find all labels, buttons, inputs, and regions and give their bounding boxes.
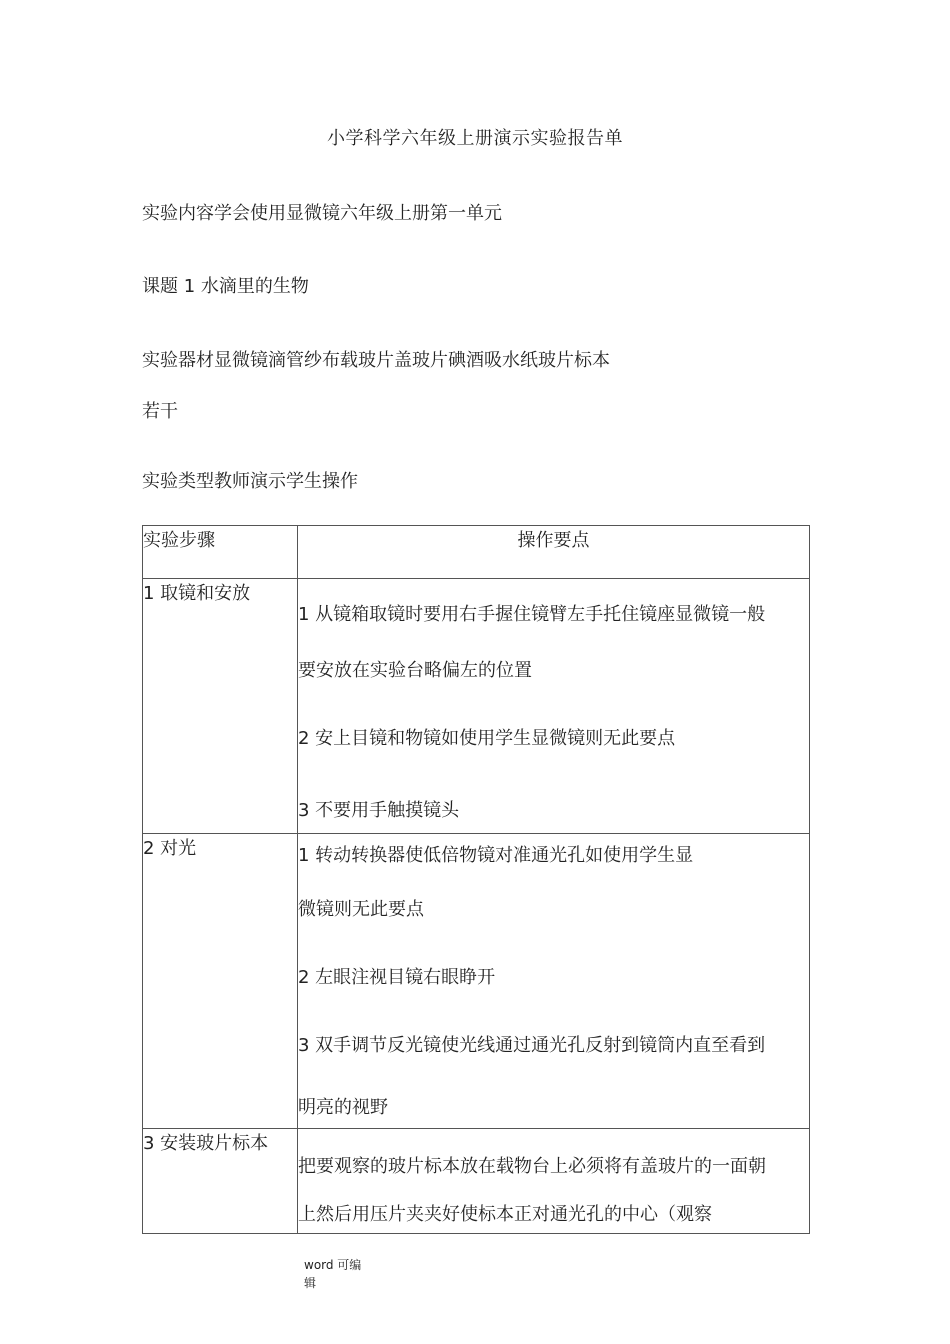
table-row — [143, 1129, 810, 1234]
footer-line-1: word 可编 — [304, 1258, 362, 1272]
point-line: 1 转动转换器使低倍物镜对准通光孔如使用学生显 — [298, 845, 694, 866]
point-line: 把要观察的玻片标本放在载物台上必须将有盖玻片的一面朝 — [298, 1156, 766, 1177]
point-line: 要安放在实验台略偏左的位置 — [298, 660, 532, 681]
points-cell — [298, 834, 810, 1129]
step-cell: 1 取镜和安放 — [143, 579, 298, 834]
content-line: 实验内容学会使用显微镜六年级上册第一单元 — [142, 203, 502, 224]
point-line: 3 双手调节反光镜使光线通过通光孔反射到镜筒内直至看到 — [298, 1035, 766, 1056]
type-line: 实验类型教师演示学生操作 — [142, 471, 358, 492]
points-cell — [298, 579, 810, 834]
point-line: 3 不要用手触摸镜头 — [298, 800, 460, 821]
point-line: 明亮的视野 — [298, 1097, 388, 1118]
points-cell — [298, 1129, 810, 1234]
point-line: 微镜则无此要点 — [298, 899, 424, 920]
header-step: 实验步骤 — [143, 526, 298, 579]
step-cell: 3 安装玻片标本 — [143, 1129, 298, 1234]
report-table — [142, 525, 810, 1234]
point-line: 2 左眼注视目镜右眼睁开 — [298, 967, 496, 988]
header-points: 操作要点 — [298, 526, 810, 579]
point-line: 1 从镜箱取镜时要用右手握住镜臂左手托住镜座显微镜一般 — [298, 604, 766, 625]
topic-line: 课题 1 水滴里的生物 — [142, 276, 309, 297]
footer-line-2: 辑 — [304, 1276, 317, 1290]
step-cell: 2 对光 — [143, 834, 298, 1129]
materials-line-2: 若干 — [142, 401, 178, 422]
report-title: 小学科学六年级上册演示实验报告单 — [327, 128, 623, 149]
point-line: 上然后用压片夹夹好使标本正对通光孔的中心（观察 — [298, 1204, 712, 1225]
table-header-row — [143, 526, 810, 579]
footer-note — [304, 1256, 361, 1292]
materials-line-1: 实验器材显微镜滴管纱布载玻片盖玻片碘酒吸水纸玻片标本 — [142, 350, 610, 371]
table-row — [143, 579, 810, 834]
table-row — [143, 834, 810, 1129]
point-line: 2 安上目镜和物镜如使用学生显微镜则无此要点 — [298, 728, 676, 749]
